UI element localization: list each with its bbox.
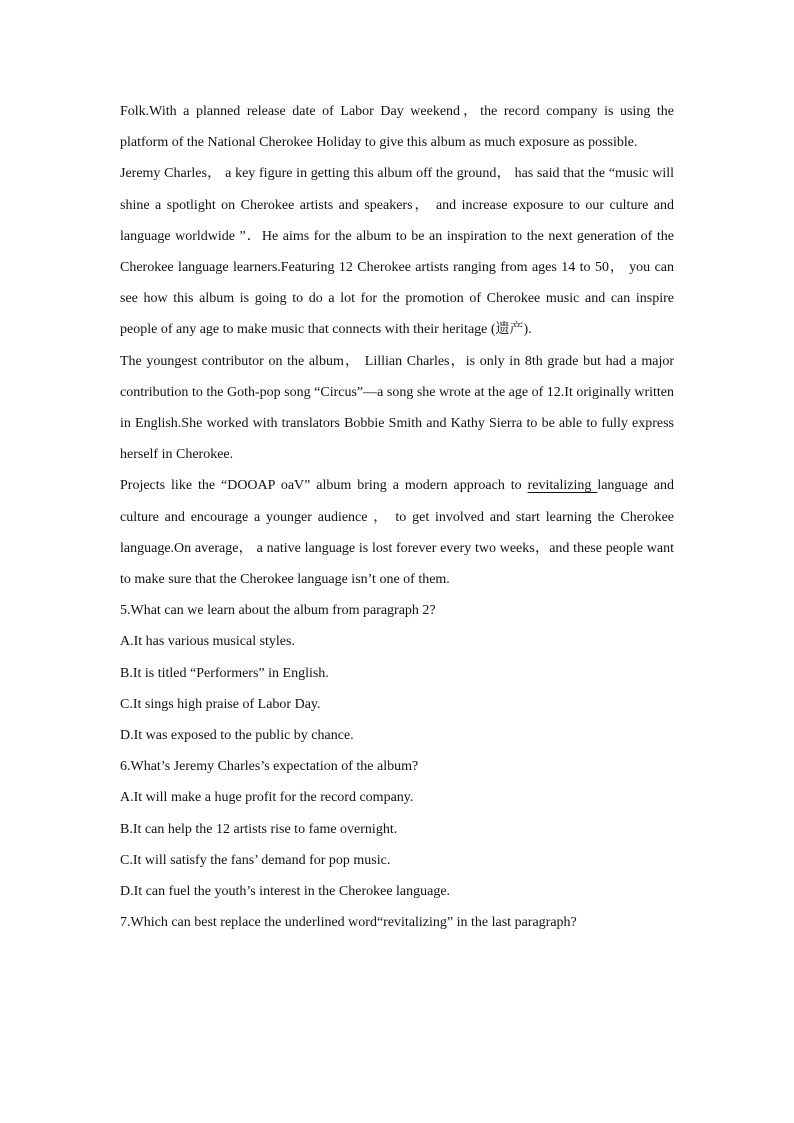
document-page xyxy=(120,96,674,938)
paragraph-4-text-start: Projects like the “DOOAP oaV” album bring a modern approach to xyxy=(120,478,528,494)
passage-paragraph-3: The youngest contributor on the album， Lillian Charles，is only in 8th grade but had a major contribution to the Goth-pop song “Circus”—a song she wrote at the age of 12.It originally written in English.She worked with translators Bobbie Smith and Kathy Sierra to be able to fully express herself in Cherokee. xyxy=(120,353,674,463)
paragraph-4-text-end: language and culture and encourage a younger audience ， to get involved and start learning the Cherokee language.On average， a native language is lost forever every two weeks，and these people want to make sure that the Cherokee language isn’t one of them. xyxy=(120,478,674,588)
question-5-option-a: A.It has various musical styles. xyxy=(120,634,295,650)
underlined-word-revitalizing: revitalizing xyxy=(527,478,598,494)
question-6-option-b: B.It can help the 12 artists rise to fame overnight. xyxy=(120,821,398,837)
question-5-option-c: C.It sings high praise of Labor Day. xyxy=(120,696,321,712)
question-6-option-a: A.It will make a huge profit for the record company. xyxy=(120,790,414,806)
question-5-option-d: D.It was exposed to the public by chance. xyxy=(120,728,354,744)
question-6-option-d: D.It can fuel the youth’s interest in the Cherokee language. xyxy=(120,884,451,900)
passage-paragraph-4 xyxy=(120,470,674,595)
question-7-stem: 7.Which can best replace the underlined word“revitalizing” in the last paragraph? xyxy=(120,915,577,931)
question-6-stem: 6.What’s Jeremy Charles’s expectation of the album? xyxy=(120,759,419,775)
question-5-stem: 5.What can we learn about the album from paragraph 2? xyxy=(120,603,436,619)
passage-paragraph-2: Jeremy Charles， a key figure in getting this album off the ground， has said that the “music will shine a spotlight on Cherokee artists and speakers， and increase exposure to our culture and language worldwide ”．He aims for the album to be an inspiration to the next generation of the Cherokee language learners.Featuring 12 Cherokee artists ranging from ages 14 to 50， you can see how this album is going to do a lot for the promotion of Cherokee music and can inspire people of any age to make music that connects with their heritage (遗产). xyxy=(120,166,674,338)
passage-paragraph-1: Folk.With a planned release date of Labor Day weekend，the record company is using the platform of the National Cherokee Holiday to give this album as much exposure as possible. xyxy=(120,104,674,151)
question-6-option-c: C.It will satisfy the fans’ demand for pop music. xyxy=(120,852,391,868)
question-5-option-b: B.It is titled “Performers” in English. xyxy=(120,665,329,681)
